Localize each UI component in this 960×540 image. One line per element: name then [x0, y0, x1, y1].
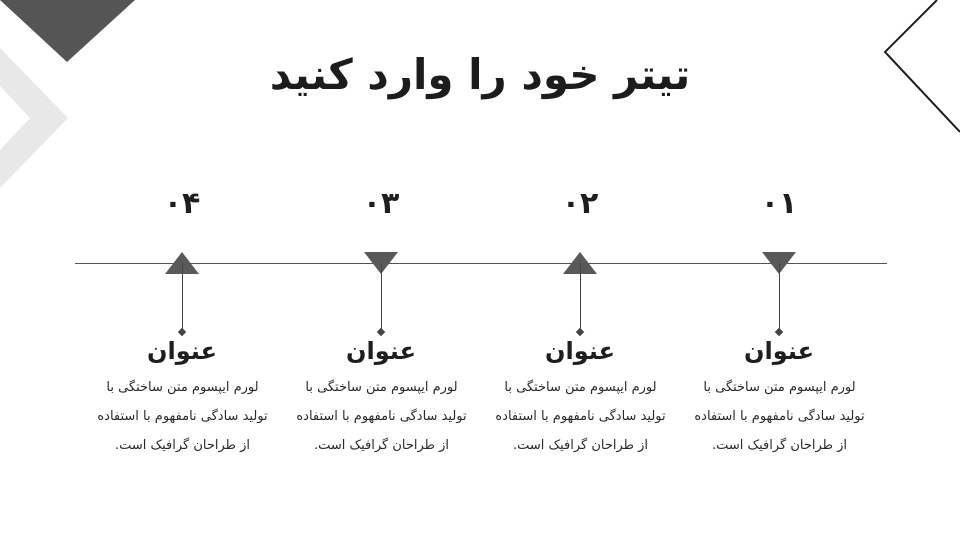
timeline-stem — [182, 263, 183, 333]
stem-end-dot — [377, 328, 385, 336]
timeline-number: ۰۱ — [760, 186, 798, 221]
item-description: لورم ایپسوم متن ساختگی با تولید سادگی نامفهوم با استفاده از طراحان گرافیک است. — [97, 380, 268, 453]
timeline-stem — [381, 263, 382, 333]
slide-title: تیتر خود را وارد کنید — [269, 50, 691, 99]
timeline-number: ۰۴ — [163, 186, 201, 221]
item-heading: عنوان — [545, 337, 615, 365]
item-heading: عنوان — [744, 337, 814, 365]
timeline-number: ۰۳ — [362, 186, 400, 221]
stem-end-dot — [178, 328, 186, 336]
item-description: لورم ایپسوم متن ساختگی با تولید سادگی نامفهوم با استفاده از طراحان گرافیک است. — [495, 380, 666, 453]
stem-end-dot — [576, 328, 584, 336]
timeline-stem — [779, 263, 780, 333]
item-description: لورم ایپسوم متن ساختگی با تولید سادگی نامفهوم با استفاده از طراحان گرافیک است. — [694, 380, 865, 453]
item-description: لورم ایپسوم متن ساختگی با تولید سادگی نامفهوم با استفاده از طراحان گرافیک است. — [296, 380, 467, 453]
timeline-stem — [580, 263, 581, 333]
stem-end-dot — [775, 328, 783, 336]
timeline-number: ۰۲ — [561, 186, 599, 221]
item-heading: عنوان — [346, 337, 416, 365]
item-heading: عنوان — [147, 337, 217, 365]
